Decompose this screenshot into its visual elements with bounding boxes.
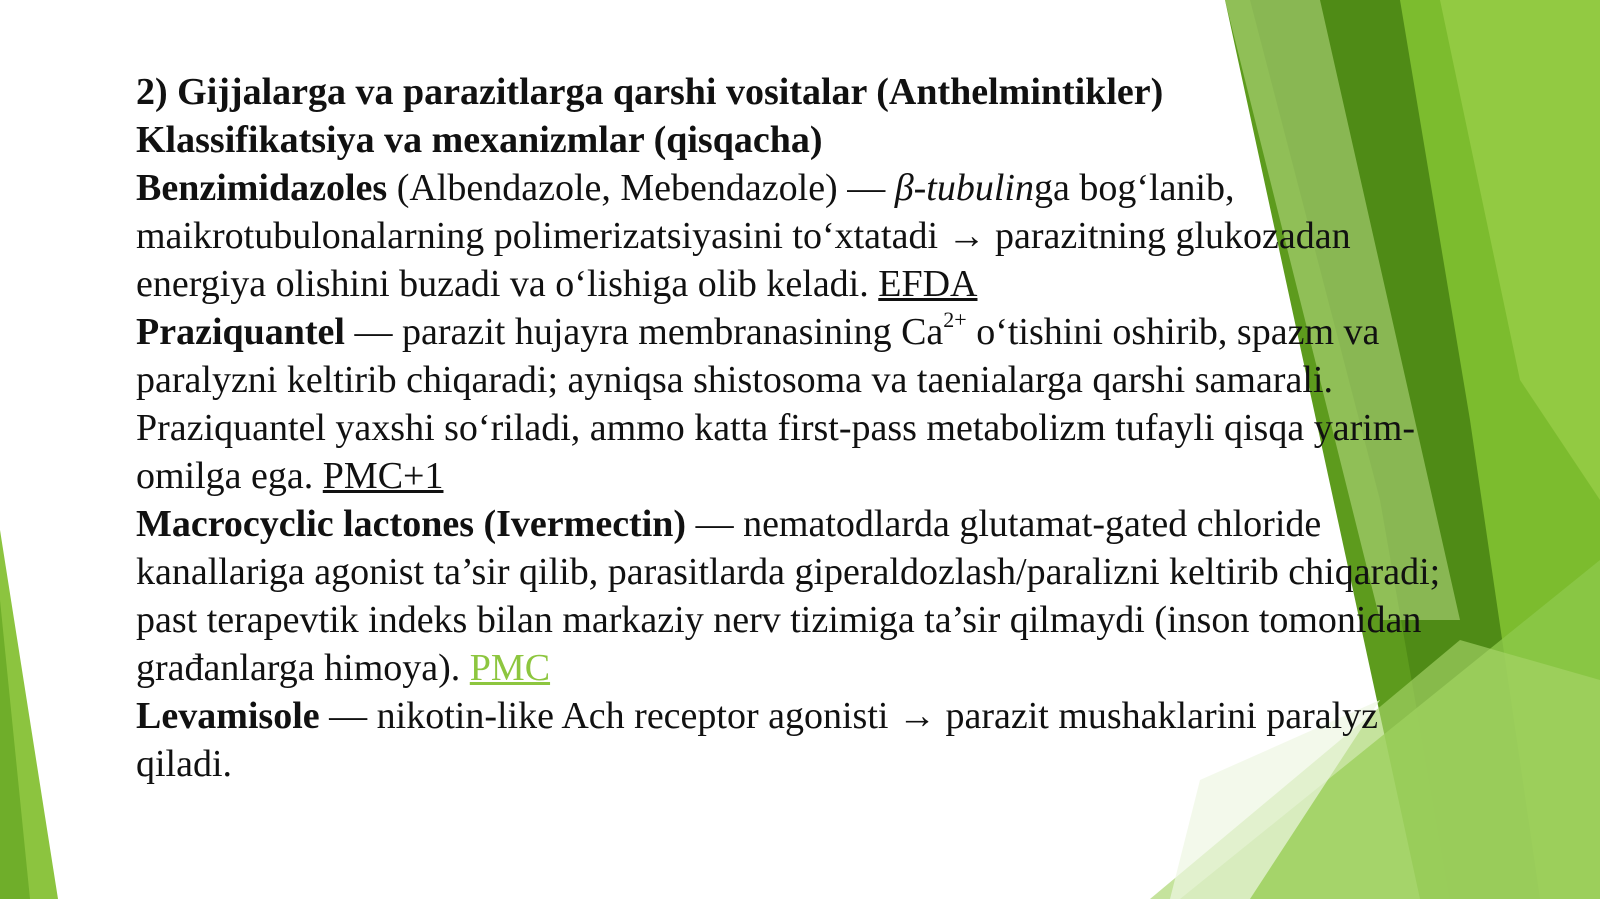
- mechanism-text: — nematodlarda glutamat-gated chloride kanallariga agonist ta’sir qilib, parasitlarda giperaldozlash/paralizni keltirib chiqaradi; past terapevtik indeks bilan markaziy nerv tizimiga ta’sir qilmaydi (inson tomonidan građanlarga himoya).: [136, 503, 1441, 689]
- mechanism-text-2: o‘tishini oshirib, spazm va paralyzni keltirib chiqaradi; ayniqsa shistosoma va taenialarga qarshi samarali. Praziquantel yaxshi so‘riladi, ammo katta first-pass metabolizm tufayli qisqa yarim-omilga ega.: [136, 311, 1415, 497]
- paragraph-macrocyclic-lactones: [136, 500, 1466, 692]
- drug-name: Praziquantel: [136, 311, 345, 353]
- slide-heading: 2) Gijjalarga va parazitlarga qarshi vositalar (Anthelmintikler): [136, 71, 1164, 113]
- source-link-efda[interactable]: EFDA: [878, 263, 978, 305]
- drug-name: Benzimidazoles: [136, 167, 388, 209]
- drug-name: Levamisole: [136, 695, 320, 737]
- drug-name: Macrocyclic lactones (Ivermectin): [136, 503, 687, 545]
- mechanism-text: — nikotin-like Ach receptor agonisti → parazit mushaklarini paralyz qiladi.: [136, 695, 1379, 785]
- slide-body: [136, 68, 1466, 788]
- paragraph-praziquantel: [136, 308, 1466, 500]
- paragraph-benzimidazoles: [136, 164, 1466, 308]
- mechanism-text: ga bog‘lanib, maikrotubulonalarning polimerizatsiyasini to‘xtatadi → parazitning glukozadan energiya olishini buzadi va o‘lishiga olib keladi.: [136, 167, 1351, 305]
- target-term: β-tubulin: [894, 167, 1034, 209]
- ion-charge: 2+: [943, 307, 967, 333]
- source-link-pmc-plus[interactable]: PMC+1: [322, 455, 444, 497]
- paragraph-levamisole: [136, 692, 1466, 788]
- source-link-pmc[interactable]: PMC: [469, 647, 551, 689]
- slide-subheading: Klassifikatsiya va mexanizmlar (qisqacha): [136, 119, 823, 161]
- mechanism-text: — parazit hujayra membranasining Ca: [344, 311, 944, 353]
- drug-examples: (Albendazole, Mebendazole) —: [387, 167, 895, 209]
